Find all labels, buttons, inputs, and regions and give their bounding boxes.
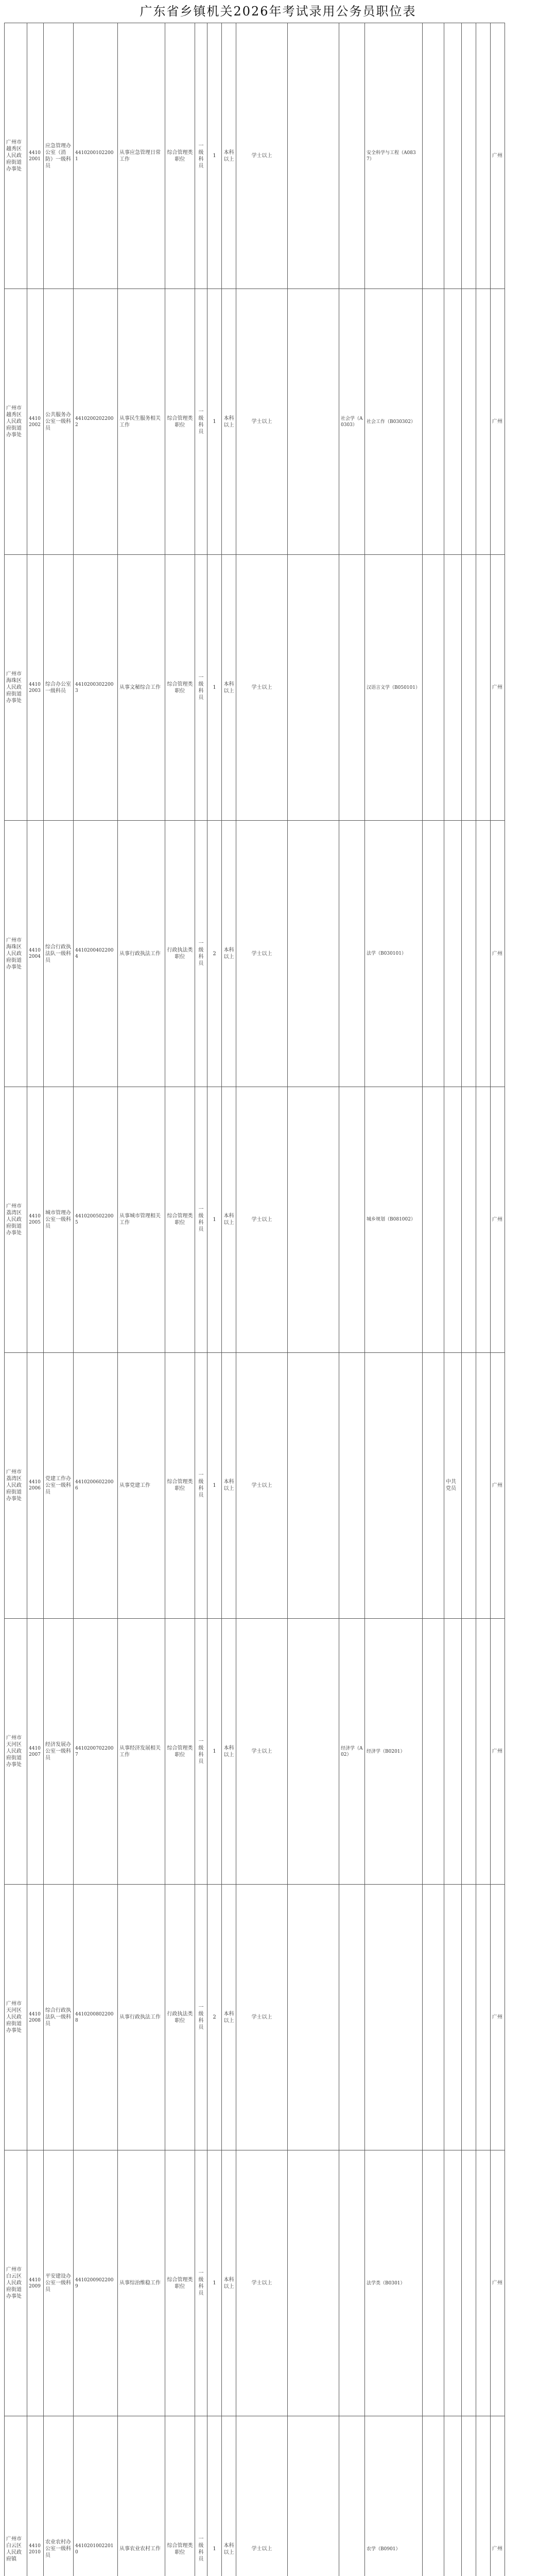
position-code-cell: 44102007022007 [74,1618,118,1884]
count-cell: 1 [207,1352,222,1618]
extra-cell [476,1885,491,2150]
extra-cell [476,1352,491,1618]
experience-cell [423,821,444,1087]
major-undergrad-cell [288,555,339,821]
city-cell: 广州 [491,1087,505,1352]
experience-cell [423,1352,444,1618]
grassroots-cell [462,555,476,821]
requirement-cell [444,1618,462,1884]
major-other-cell: 安全科学与工程（A0837） [365,23,423,289]
category-cell: 行政执法类职位 [165,1885,195,2150]
requirement-cell [444,2416,462,2576]
education-cell: 本科以上 [222,555,236,821]
category-cell: 综合管理类职位 [165,1352,195,1618]
category-cell: 行政执法类职位 [165,821,195,1087]
category-cell: 综合管理类职位 [165,23,195,289]
position-code-cell: 44102008022008 [74,1885,118,2150]
table-row [5,1352,552,1618]
major-undergrad-cell [288,2416,339,2576]
table-row [5,23,552,289]
major-undergrad-cell [288,821,339,1087]
description-cell: 从事党建工作 [118,1352,165,1618]
position-code-cell: 44102002022002 [74,289,118,555]
grassroots-cell [462,1618,476,1884]
education-cell: 本科以上 [222,289,236,555]
org-cell: 广州市海珠区人民政府街道办事处 [5,821,27,1087]
description-cell: 从事应急管理日常工作 [118,23,165,289]
org-cell: 广州市天河区人民政府街道办事处 [5,1885,27,2150]
education-cell: 本科以上 [222,2150,236,2416]
major-other-cell: 法学类（B0301） [365,2150,423,2416]
org-cell: 广州市海珠区人民政府街道办事处 [5,555,27,821]
count-cell: 1 [207,289,222,555]
table-row [5,289,552,555]
major-other-cell: 城乡规划（B081002） [365,1087,423,1352]
position-code-cell: 44102009022009 [74,2150,118,2416]
grassroots-cell [462,1352,476,1618]
experience-cell [423,1618,444,1884]
grassroots-cell [462,2150,476,2416]
major-graduate-cell [339,1352,365,1618]
org-code-cell: 44102002 [27,289,44,555]
org-code-cell: 44102005 [27,1087,44,1352]
grassroots-cell [462,1885,476,2150]
category-cell: 综合管理类职位 [165,1087,195,1352]
level-cell: 一级科员 [195,821,207,1087]
position-code-cell: 44102006022006 [74,1352,118,1618]
degree-cell: 学士以上 [236,23,288,289]
major-undergrad-cell [288,1087,339,1352]
major-other-cell: 汉语言文学（B050101） [365,555,423,821]
count-cell: 1 [207,2150,222,2416]
table-row [5,1087,552,1352]
position-cell: 党建工作办公室一级科员 [44,1352,74,1618]
major-graduate-cell [339,1087,365,1352]
major-other-cell [365,1885,423,2150]
degree-cell: 学士以上 [236,1087,288,1352]
position-cell: 城市管理办公室一级科员 [44,1087,74,1352]
category-cell: 综合管理类职位 [165,555,195,821]
major-graduate-cell: 社会学（A0303） [339,289,365,555]
city-cell: 广州 [491,1618,505,1884]
org-code-cell: 44102008 [27,1885,44,2150]
degree-cell: 学士以上 [236,821,288,1087]
org-code-cell: 44102006 [27,1352,44,1618]
major-undergrad-cell [288,1352,339,1618]
level-cell: 一级科员 [195,1352,207,1618]
major-graduate-cell [339,2416,365,2576]
extra-cell [476,821,491,1087]
category-cell: 综合管理类职位 [165,2150,195,2416]
requirement-cell [444,1885,462,2150]
grassroots-cell [462,821,476,1087]
count-cell: 2 [207,1885,222,2150]
major-graduate-cell [339,23,365,289]
major-undergrad-cell [288,1885,339,2150]
level-cell: 一级科员 [195,2416,207,2576]
category-cell: 综合管理类职位 [165,1618,195,1884]
city-cell: 广州 [491,289,505,555]
major-other-cell: 农学（B0901） [365,2416,423,2576]
major-undergrad-cell [288,289,339,555]
major-graduate-cell [339,821,365,1087]
table-row [5,555,552,821]
org-code-cell: 44102010 [27,2416,44,2576]
position-cell: 经济发展办公室一级科员 [44,1618,74,1884]
table-row [5,1618,552,1884]
major-graduate-cell [339,2150,365,2416]
degree-cell: 学士以上 [236,1885,288,2150]
experience-cell [423,1885,444,2150]
page-title: 广东省乡镇机关2026年考试录用公务员职位表 [140,4,416,19]
requirement-cell: 中共党员 [444,1352,462,1618]
count-cell: 1 [207,1087,222,1352]
org-code-cell: 44102003 [27,555,44,821]
level-cell: 一级科员 [195,1087,207,1352]
category-cell: 综合管理类职位 [165,289,195,555]
major-graduate-cell: 经济学（A02） [339,1618,365,1884]
education-cell: 本科以上 [222,2416,236,2576]
position-cell: 农业农村办公室一级科员 [44,2416,74,2576]
city-cell: 广州 [491,821,505,1087]
level-cell: 一级科员 [195,555,207,821]
level-cell: 一级科员 [195,1885,207,2150]
education-cell: 本科以上 [222,1352,236,1618]
description-cell: 从事行政执法工作 [118,1885,165,2150]
org-code-cell: 44102001 [27,23,44,289]
description-cell: 从事城市管理相关工作 [118,1087,165,1352]
org-code-cell: 44102004 [27,821,44,1087]
table-row [5,1885,552,2150]
experience-cell [423,2416,444,2576]
org-cell: 广州市白云区人民政府街道办事处 [5,2150,27,2416]
major-other-cell: 经济学（B0201） [365,1618,423,1884]
degree-cell: 学士以上 [236,2416,288,2576]
major-undergrad-cell [288,23,339,289]
position-code-cell: 44102004022004 [74,821,118,1087]
position-code-cell: 44102005022005 [74,1087,118,1352]
experience-cell [423,2150,444,2416]
experience-cell [423,555,444,821]
major-undergrad-cell [288,1618,339,1884]
grassroots-cell [462,23,476,289]
extra-cell [476,289,491,555]
org-code-cell: 44102007 [27,1618,44,1884]
education-cell: 本科以上 [222,1885,236,2150]
position-cell: 综合行政执法队一级科员 [44,1885,74,2150]
description-cell: 从事经济发展相关工作 [118,1618,165,1884]
major-other-cell: 法学（B030101） [365,821,423,1087]
org-cell: 广州市越秀区人民政府街道办事处 [5,23,27,289]
position-code-cell: 44102010022010 [74,2416,118,2576]
experience-cell [423,23,444,289]
org-cell: 广州市荔湾区人民政府街道办事处 [5,1087,27,1352]
major-other-cell: 社会工作（B030302） [365,289,423,555]
org-cell: 广州市天河区人民政府街道办事处 [5,1618,27,1884]
position-code-cell: 44102001022001 [74,23,118,289]
description-cell: 从事综治维稳工作 [118,2150,165,2416]
extra-cell [476,2150,491,2416]
city-cell: 广州 [491,23,505,289]
major-graduate-cell [339,1885,365,2150]
grassroots-cell [462,1087,476,1352]
grassroots-cell [462,2416,476,2576]
position-code-cell: 44102003022003 [74,555,118,821]
level-cell: 一级科员 [195,23,207,289]
level-cell: 一级科员 [195,1618,207,1884]
major-graduate-cell [339,555,365,821]
requirement-cell [444,821,462,1087]
position-table [4,23,552,2576]
requirement-cell [444,23,462,289]
degree-cell: 学士以上 [236,1618,288,1884]
position-cell: 应急管理办公室（消防）一级科员 [44,23,74,289]
extra-cell [476,555,491,821]
degree-cell: 学士以上 [236,555,288,821]
org-cell: 广州市荔湾区人民政府街道办事处 [5,1352,27,1618]
requirement-cell [444,555,462,821]
major-undergrad-cell [288,2150,339,2416]
education-cell: 本科以上 [222,1087,236,1352]
description-cell: 从事行政执法工作 [118,821,165,1087]
degree-cell: 学士以上 [236,289,288,555]
count-cell: 1 [207,23,222,289]
major-other-cell [365,1352,423,1618]
grassroots-cell [462,289,476,555]
requirement-cell [444,2150,462,2416]
description-cell: 从事农业农村工作 [118,2416,165,2576]
count-cell: 1 [207,1618,222,1884]
description-cell: 从事文秘综合工作 [118,555,165,821]
city-cell: 广州 [491,2150,505,2416]
requirement-cell [444,289,462,555]
extra-cell [476,23,491,289]
table-row [5,821,552,1087]
level-cell: 一级科员 [195,2150,207,2416]
org-cell: 广州市白云区人民政府镇 [5,2416,27,2576]
org-cell: 广州市越秀区人民政府街道办事处 [5,289,27,555]
degree-cell: 学士以上 [236,1352,288,1618]
education-cell: 本科以上 [222,1618,236,1884]
count-cell: 1 [207,2416,222,2576]
position-cell: 综合办公室一级科员 [44,555,74,821]
position-cell: 平安建设办公室一级科员 [44,2150,74,2416]
description-cell: 从事民生服务相关工作 [118,289,165,555]
city-cell: 广州 [491,1885,505,2150]
level-cell: 一级科员 [195,289,207,555]
count-cell: 1 [207,555,222,821]
education-cell: 本科以上 [222,821,236,1087]
city-cell: 广州 [491,2416,505,2576]
degree-cell: 学士以上 [236,2150,288,2416]
position-cell: 综合行政执法队一级科员 [44,821,74,1087]
category-cell: 综合管理类职位 [165,2416,195,2576]
city-cell: 广州 [491,555,505,821]
extra-cell [476,2416,491,2576]
position-cell: 公共服务办公室一级科员 [44,289,74,555]
experience-cell [423,289,444,555]
extra-cell [476,1087,491,1352]
table-row [5,2150,552,2416]
count-cell: 2 [207,821,222,1087]
requirement-cell [444,1087,462,1352]
experience-cell [423,1087,444,1352]
table-body [5,23,552,2576]
org-code-cell: 44102009 [27,2150,44,2416]
city-cell: 广州 [491,1352,505,1618]
extra-cell [476,1618,491,1884]
table-row [5,2416,552,2576]
education-cell: 本科以上 [222,23,236,289]
